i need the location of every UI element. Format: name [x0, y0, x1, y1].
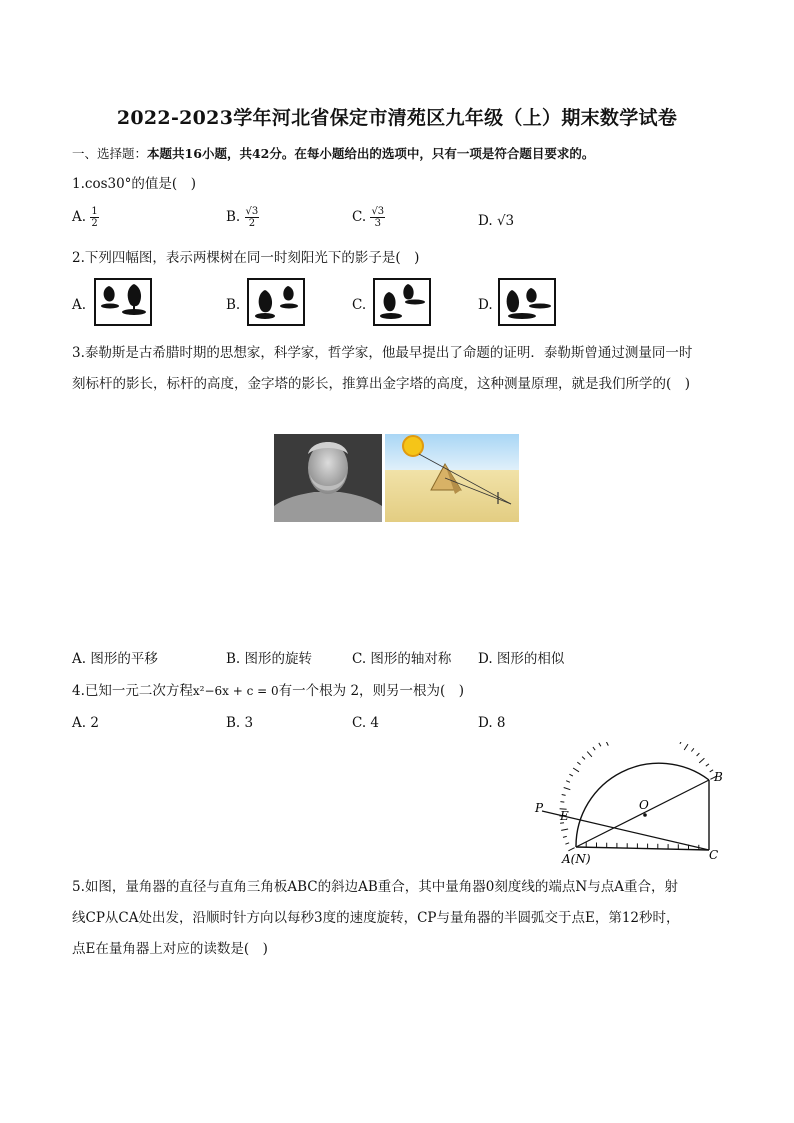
question-2-option-d-label: D. [478, 297, 493, 313]
question-3-option-c: C. 图形的轴对称 [352, 651, 452, 667]
pyramid-icon [385, 434, 519, 522]
question-4-stem [72, 683, 464, 699]
protractor-tick [587, 752, 592, 757]
question-3-line-2: 刻标杆的影长，标杆的高度，金字塔的影长，推算出金字塔的高度，这种测量原理，就是我们所学的( ) [72, 376, 691, 392]
question-2-option-a-label: A. [72, 297, 87, 313]
thales-bust-photo [274, 434, 382, 522]
numerator: √3 [371, 206, 385, 217]
option-value: √3 [496, 213, 515, 229]
protractor-tick [699, 758, 704, 763]
trees-shadows-c [375, 280, 429, 324]
section-mid: 中 [406, 146, 420, 161]
protractor-tick [582, 757, 585, 760]
fraction [370, 206, 385, 229]
pyramid-shadow-illustration [385, 434, 519, 522]
question-1-option-d [478, 213, 514, 229]
protractor-tick [563, 836, 567, 837]
protractor-tick [568, 848, 574, 851]
fraction [90, 206, 98, 229]
protractor-tick [697, 753, 700, 756]
question-3-option-a: A. 图形的平移 [72, 651, 158, 667]
protractor-tick [564, 788, 571, 790]
option-label: D. [478, 213, 493, 229]
protractor-tick [691, 748, 694, 751]
trees-shadows-d [500, 280, 554, 324]
protractor-tick [561, 829, 568, 830]
question-2-option-c-image [373, 278, 431, 326]
option-label: A. [72, 209, 87, 225]
trees-shadows-b [249, 280, 303, 324]
question-2-option-d-image [498, 278, 556, 326]
numerator: 1 [91, 206, 98, 217]
question-5-line-3: 点E在量角器上对应的读数是( ) [72, 941, 268, 957]
denominator: 2 [248, 218, 256, 229]
protractor-tick [680, 742, 682, 744]
option-label: C. [352, 209, 367, 225]
question-4-text-b: 有一个根为 2，则另一根为( ) [278, 683, 465, 699]
question-5-line-1: 5.如图，量角器的直径与直角三角板ABC的斜边AB重合，其中量角器0刻度线的端点N与点A重合，射 [72, 879, 678, 895]
question-2-stem: 2.下列四幅图，表示两棵树在同一时刻阳光下的影子是( ) [72, 250, 420, 266]
section-prefix: 一、选择题： [72, 146, 148, 161]
question-1-stem [72, 176, 196, 192]
protractor-tick [566, 781, 570, 783]
section-desc-a: 本题共 [147, 146, 185, 161]
label-o: O [639, 798, 649, 812]
question-4-option-d: D. 8 [478, 715, 506, 731]
question-2-option-b-image [247, 278, 305, 326]
protractor-tick [560, 802, 564, 803]
protractor-figure [528, 742, 728, 872]
page-title: 2022-2023学年河北省保定市清苑区九年级（上）期末数学试卷 [116, 107, 678, 129]
question-2-option-a-image [94, 278, 152, 326]
protractor-tick [706, 764, 709, 766]
question-4-option-c: C. 4 [352, 715, 380, 731]
protractor-tick [605, 742, 608, 746]
section-desc-d: ，只有一项是符合题目要求的。 [419, 146, 595, 161]
section-heading [72, 146, 594, 162]
question-1-text: cos30°的值是( ) [84, 176, 196, 192]
protractor-tick [577, 762, 580, 765]
question-1-option-c [352, 206, 385, 229]
protractor-tick [569, 774, 573, 776]
fraction [245, 206, 260, 229]
section-count: 16 [184, 146, 202, 161]
question-1-option-a [72, 206, 99, 229]
question-4-option-a: A. 2 [72, 715, 99, 731]
denominator: 2 [91, 218, 98, 229]
question-5-line-2: 线CP从CA处出发，沿顺时针方向以每秒3度的速度旋转，CP与量角器的半圆弧交于点E，第12秒时， [72, 910, 680, 926]
label-c: C [709, 848, 719, 862]
section-desc-b: 小题，共 [201, 146, 252, 161]
denominator: 3 [374, 218, 381, 229]
protractor-tick [565, 843, 569, 844]
protractor-tick [684, 744, 688, 750]
section-score: 42 [251, 146, 270, 161]
protractor-tick [599, 743, 601, 746]
numerator: √3 [245, 206, 259, 217]
question-4-text-a: 4.已知一元二次方程 [72, 683, 193, 699]
question-3-option-b: B. 图形的旋转 [226, 651, 313, 667]
label-a-n: A(N) [562, 852, 591, 866]
trees-shadows-a [96, 280, 150, 324]
label-e: E [560, 809, 569, 823]
protractor-tick [573, 768, 579, 772]
option-label: B. [226, 209, 241, 225]
question-4-equation: x²−6x + c = 0 [192, 684, 279, 698]
question-2-option-c-label: C. [352, 297, 367, 313]
protractor-tick [562, 795, 566, 796]
label-p: P [535, 801, 544, 815]
question-4-option-b: B. 3 [226, 715, 254, 731]
question-1-number: 1. [72, 176, 85, 192]
question-2-option-b-label: B. [226, 297, 241, 313]
protractor-tick [593, 747, 595, 750]
question-1-option-b [226, 206, 259, 229]
protractor-triangle-figure [528, 742, 728, 872]
section-desc-c: 分。在每小题给出的选项 [269, 146, 407, 161]
question-3-line-1: 3.泰勒斯是古希腊时期的思想家，科学家，哲学家，他最早提出了命题的证明．泰勒斯曾通过测量同一时 [72, 345, 693, 361]
protractor-tick [710, 770, 713, 772]
bust-icon [274, 434, 382, 522]
question-3-option-d: D. 图形的相似 [478, 651, 565, 667]
label-b: B [714, 770, 723, 784]
